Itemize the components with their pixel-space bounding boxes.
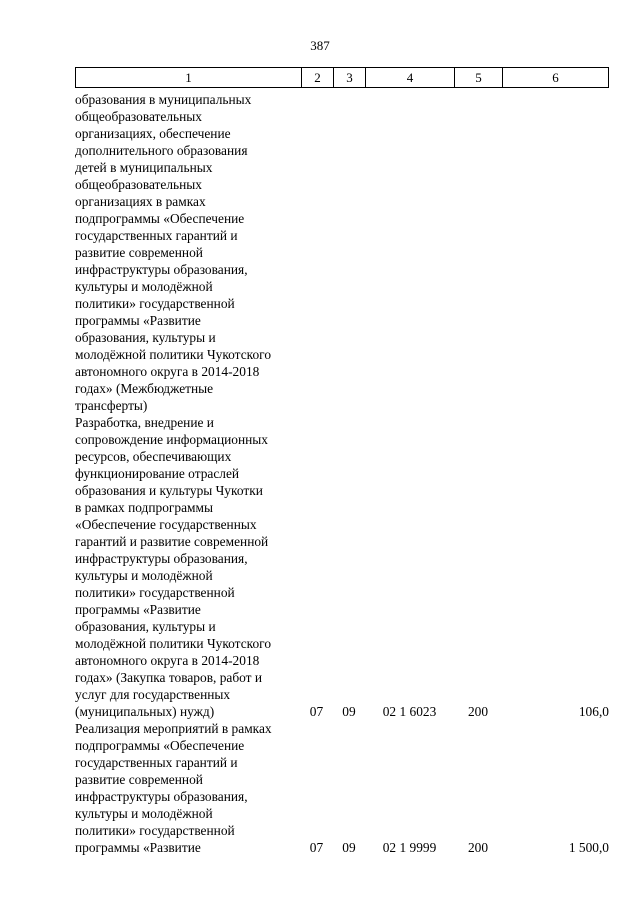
row-cell-c2: 07 <box>309 840 324 855</box>
description-line: подпрограммы «Обеспечение <box>75 211 245 226</box>
row-cell-c4: 02 1 6023 <box>382 704 437 719</box>
description-line: развитие современной <box>75 772 203 787</box>
description-line: детей в муниципальных <box>75 160 213 175</box>
description-line: программы «Развитие <box>75 313 201 328</box>
description-line: программы «Развитие <box>75 840 201 855</box>
description-line: Разработка, внедрение и <box>75 415 214 430</box>
description-line: развитие современной <box>75 245 203 260</box>
description-line: трансферты) <box>75 398 148 413</box>
row-description <box>75 414 310 720</box>
description-line: образования, культуры и <box>75 619 216 634</box>
description-line: сопровождение информационных <box>75 432 268 447</box>
description-line: политики» государственной <box>75 585 235 600</box>
description-line: «Обеспечение государственных <box>75 517 257 532</box>
column-header-6: 6 <box>503 68 609 88</box>
description-line: государственных гарантий и <box>75 755 238 770</box>
description-line: в рамках подпрограммы <box>75 500 213 515</box>
column-header-3: 3 <box>334 68 366 88</box>
description-line: общеобразовательных <box>75 109 203 124</box>
description-line: автономного округа в 2014-2018 <box>75 364 260 379</box>
table-header <box>75 67 609 88</box>
description-line: политики» государственной <box>75 823 235 838</box>
row-cell-c2: 07 <box>309 704 324 719</box>
description-line: Реализация мероприятий в рамках <box>75 721 272 736</box>
description-line: (муниципальных) нужд) <box>75 704 215 719</box>
description-line: политики» государственной <box>75 296 235 311</box>
description-line: инфраструктуры образования, <box>75 789 248 804</box>
description-line: общеобразовательных <box>75 177 203 192</box>
description-line: ресурсов, обеспечивающих <box>75 449 232 464</box>
description-line: функционирование отраслей <box>75 466 240 481</box>
description-line: годах» (Межбюджетные <box>75 381 214 396</box>
description-line: культуры и молодёжной <box>75 568 213 583</box>
row-cell-c5: 200 <box>467 704 489 719</box>
description-line: организациях в рамках <box>75 194 206 209</box>
description-line: культуры и молодёжной <box>75 806 213 821</box>
description-line: организациях, обеспечение <box>75 126 231 141</box>
row-cell-c6: 106,0 <box>578 704 609 719</box>
description-line: молодёжной политики Чукотского <box>75 347 272 362</box>
description-line: образования в муниципальных <box>75 92 252 107</box>
description-line: гарантий и развитие современной <box>75 534 269 549</box>
description-line: культуры и молодёжной <box>75 279 213 294</box>
column-header-2: 2 <box>302 68 334 88</box>
row-cell-c3: 09 <box>342 704 356 719</box>
column-header-1: 1 <box>76 68 302 88</box>
description-line: годах» (Закупка товаров, работ и <box>75 670 263 685</box>
row-description <box>75 91 310 414</box>
description-line: образования и культуры Чукотки <box>75 483 263 498</box>
description-line: автономного округа в 2014-2018 <box>75 653 260 668</box>
description-line: государственных гарантий и <box>75 228 238 243</box>
description-line: услуг для государственных <box>75 687 231 702</box>
description-line: дополнительного образования <box>75 143 248 158</box>
row-cell-c3: 09 <box>342 840 356 855</box>
description-line: образования, культуры и <box>75 330 216 345</box>
row-cell-c5: 200 <box>467 840 489 855</box>
description-line: подпрограммы «Обеспечение <box>75 738 245 753</box>
description-line: инфраструктуры образования, <box>75 262 248 277</box>
row-cell-c4: 02 1 9999 <box>382 840 437 855</box>
description-line: программы «Развитие <box>75 602 201 617</box>
column-header-5: 5 <box>455 68 503 88</box>
description-line: инфраструктуры образования, <box>75 551 248 566</box>
row-cell-c6: 1 500,0 <box>568 840 609 855</box>
column-header-4: 4 <box>366 68 455 88</box>
description-line: молодёжной политики Чукотского <box>75 636 272 651</box>
page-number: 387 <box>310 38 330 53</box>
row-description <box>75 720 310 856</box>
